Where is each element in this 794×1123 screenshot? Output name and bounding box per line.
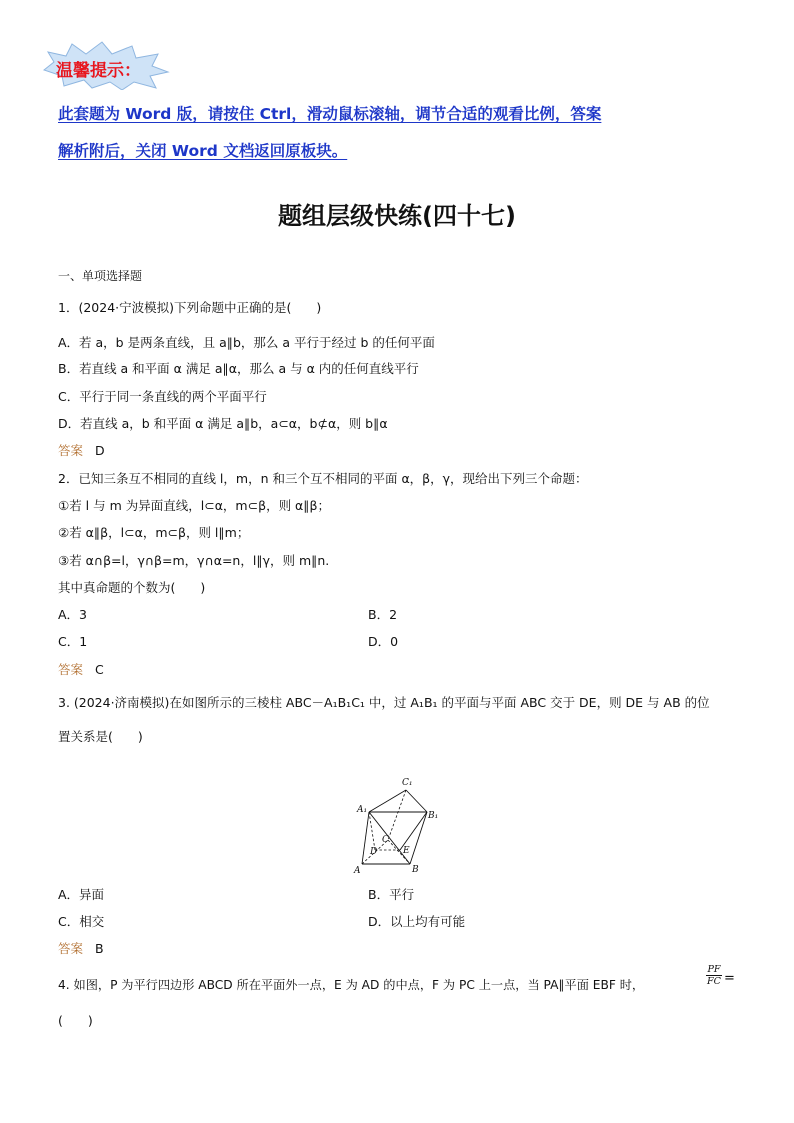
q3-option-c: C．相交 — [58, 914, 105, 929]
page-title: 题组层级快练(四十七) — [278, 202, 516, 230]
answer-value: C — [95, 662, 104, 677]
q1-stem: 1．(2024·宁波模拟)下列命题中正确的是( ) — [58, 300, 322, 315]
label-d: D — [370, 847, 378, 857]
q4-stem-line-2: ( ) — [58, 1013, 93, 1028]
answer-label: 答案 — [58, 662, 84, 677]
notice-line-1: 此套题为 Word 版，请按住 Ctrl，滑动鼠标滚轴，调节合适的观看比例，答案 — [58, 105, 602, 123]
edge-aa1 — [362, 812, 369, 864]
edge-a1d — [369, 812, 375, 850]
q3-option-a: A．异面 — [58, 887, 105, 902]
q2-statement-2: ②若 α∥β，l⊂α，m⊂β，则 l∥m； — [58, 525, 250, 540]
q3-option-b: B．平行 — [368, 887, 415, 902]
q2-option-d: D．0 — [368, 634, 399, 649]
section-heading: 一、单项选择题 — [58, 269, 143, 283]
label-c: C — [382, 835, 389, 845]
answer-value: D — [95, 443, 105, 458]
q1-option-a: A．若 a，b 是两条直线，且 a∥b，那么 a 平行于经过 b 的任何平面 — [58, 335, 435, 350]
q4-stem-line-1: 4. 如图，P 为平行四边形 ABCD 所在平面外一点，E 为 AD 的中点，F 为 PC 上一点，当 PA∥平面 EBF 时， — [58, 978, 645, 992]
label-c1: C₁ — [402, 778, 413, 788]
answer-label: 答案 — [58, 941, 84, 956]
label-a: A — [354, 866, 361, 876]
label-a1: A₁ — [357, 805, 368, 815]
q1-option-d: D．若直线 a，b 和平面 α 满足 a∥b，a⊂α，b⊄α，则 b∥α — [58, 416, 388, 431]
prism-figure — [350, 772, 440, 880]
answer-value: B — [95, 941, 104, 956]
label-b: B — [412, 865, 419, 875]
q2-option-a: A．3 — [58, 607, 88, 622]
fraction-denominator: FC — [707, 976, 721, 987]
edge-cc1 — [388, 790, 406, 840]
edge-b1e — [400, 812, 427, 850]
q1-option-c: C．平行于同一条直线的两个平面平行 — [58, 389, 267, 404]
q2-ask: 其中真命题的个数为( ) — [58, 580, 206, 595]
q2-option-c: C．1 — [58, 634, 88, 649]
q2-statement-3: ③若 α∩β=l，γ∩β=m，γ∩α=n，l∥γ，则 m∥n. — [58, 553, 330, 568]
label-e: E — [403, 846, 410, 856]
tip-label: 温馨提示： — [56, 61, 141, 81]
fraction-numerator: PF — [707, 964, 721, 975]
q3-answer — [58, 939, 104, 957]
q3-option-d: D．以上均有可能 — [368, 914, 466, 929]
q3-stem-line-2: 置关系是( ) — [58, 729, 143, 744]
edge-c1b1 — [406, 790, 427, 812]
q2-stem: 2．已知三条互不相同的直线 l，m，n 和三个互不相同的平面 α，β，γ，现给出下列三个命题： — [58, 471, 588, 486]
q2-option-b: B．2 — [368, 607, 398, 622]
q2-answer — [58, 660, 104, 678]
q2-statement-1: ①若 l 与 m 为异面直线，l⊂α，m⊂β，则 α∥β； — [58, 498, 331, 513]
q1-option-b: B．若直线 a 和平面 α 满足 a∥α，那么 a 与 α 内的任何直线平行 — [58, 361, 419, 376]
edge-bb1 — [410, 812, 427, 864]
q4-fraction — [706, 964, 722, 987]
answer-label: 答案 — [58, 443, 84, 458]
edge-a1c1 — [369, 790, 406, 812]
q3-stem-line-1: 3. (2024·济南模拟)在如图所示的三棱柱 ABC－A₁B₁C₁ 中，过 A₁B₁ 的平面与平面 ABC 交于 DE，则 DE 与 AB 的位 — [58, 695, 710, 710]
notice-line-2: 解析附后，关闭 Word 文档返回原板块。 — [58, 142, 348, 160]
q1-answer — [58, 441, 105, 459]
q4-equals-sign: = — [724, 971, 735, 986]
label-b1: B₁ — [428, 811, 439, 821]
